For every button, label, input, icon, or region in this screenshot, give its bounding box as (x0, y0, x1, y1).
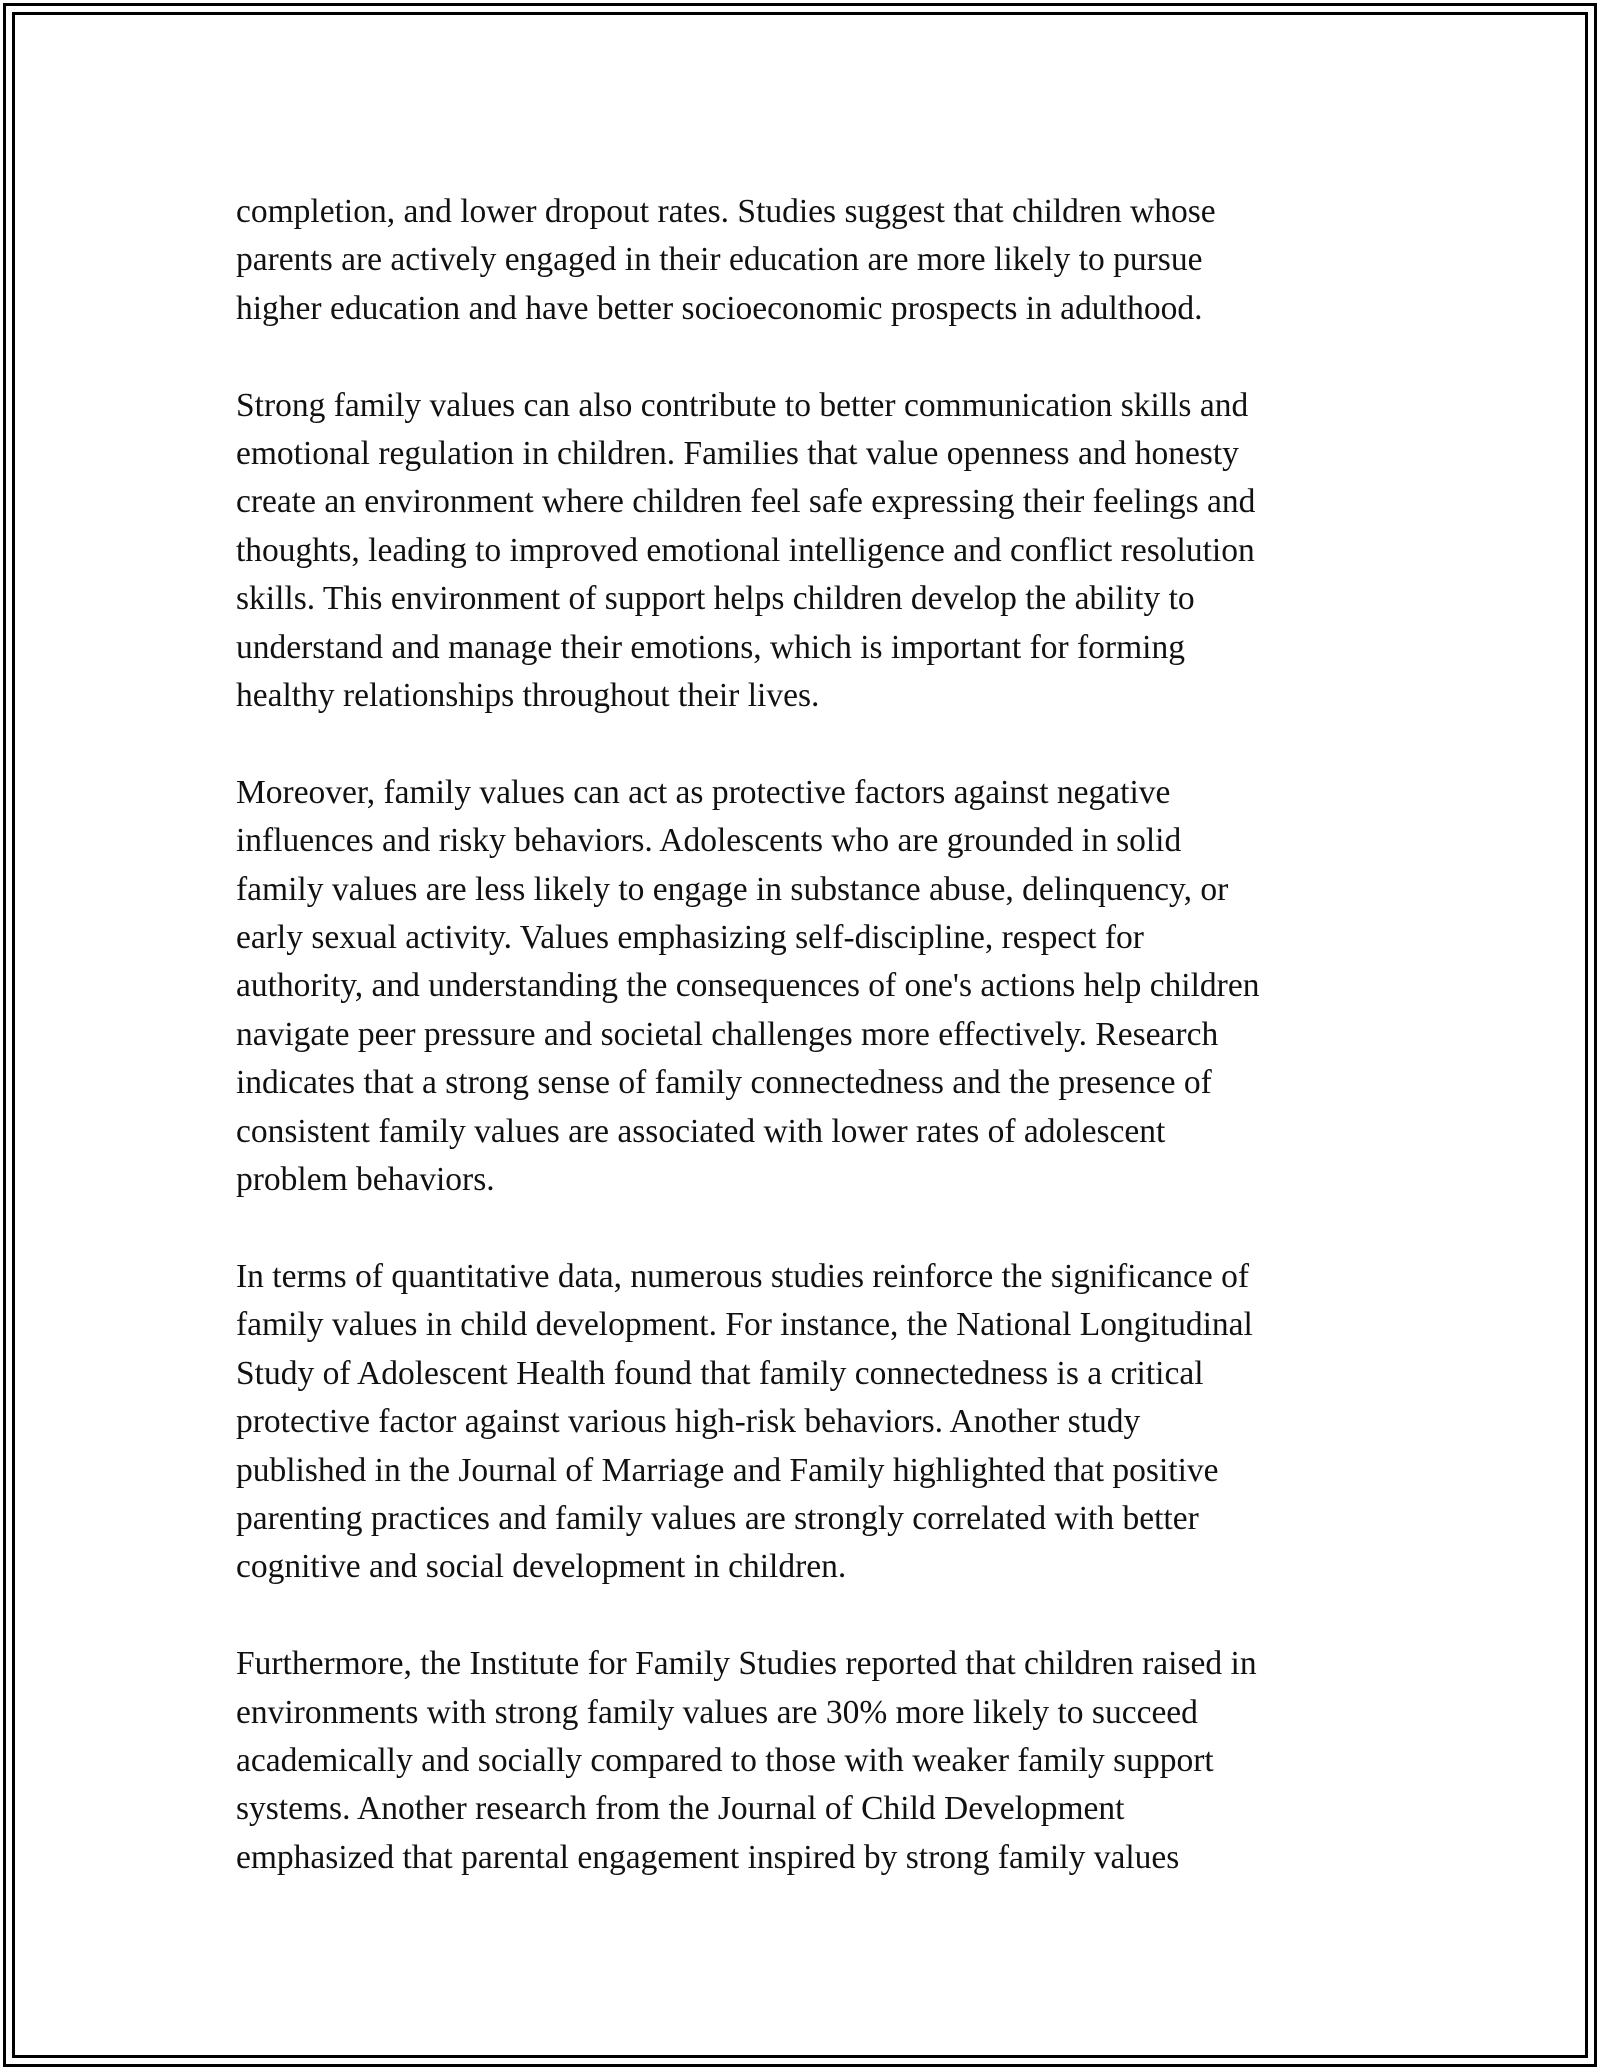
text-line: authority, and understanding the consequences of one's actions help children (236, 967, 1260, 1005)
text-line: family values in child development. For instance, the National Longitudinal (236, 1306, 1253, 1344)
text-line: emphasized that parental engagement inspired by strong family values (236, 1838, 1180, 1876)
text-line: In terms of quantitative data, numerous studies reinforce the significance of (236, 1257, 1250, 1295)
text-line: healthy relationships throughout their lives. (236, 677, 820, 715)
paragraph-1 (236, 188, 1386, 333)
text-line: emotional regulation in children. Families that value openness and honesty (236, 435, 1239, 473)
text-line: systems. Another research from the Journal of Child Development (236, 1790, 1125, 1828)
text-line: Moreover, family values can act as protective factors against negative (236, 773, 1171, 811)
text-line: thoughts, leading to improved emotional intelligence and conflict resolution (236, 531, 1255, 569)
paragraph-2 (236, 382, 1386, 721)
text-line: Strong family values can also contribute to better communication skills and (236, 386, 1249, 424)
text-line: navigate peer pressure and societal challenges more effectively. Research (236, 1015, 1219, 1053)
text-line: cognitive and social development in children. (236, 1548, 847, 1586)
text-line: influences and risky behaviors. Adolescents who are grounded in solid (236, 822, 1182, 860)
text-line: Furthermore, the Institute for Family Studies reported that children raised in (236, 1645, 1257, 1683)
text-line: indicates that a strong sense of family connectedness and the presence of (236, 1064, 1212, 1102)
text-line: higher education and have better socioeconomic prospects in adulthood. (236, 289, 1203, 327)
text-line: consistent family values are associated with lower rates of adolescent (236, 1112, 1166, 1150)
text-line: create an environment where children feel safe expressing their feelings and (236, 483, 1256, 521)
text-line: parents are actively engaged in their education are more likely to pursue (236, 241, 1203, 279)
text-line: skills. This environment of support helps children develop the ability to (236, 580, 1195, 618)
text-line: completion, and lower dropout rates. Studies suggest that children whose (236, 193, 1216, 230)
paragraph-5 (236, 1640, 1386, 1882)
text-line: parenting practices and family values are strongly correlated with better (236, 1499, 1199, 1537)
paragraph-4 (236, 1253, 1386, 1592)
text-line: early sexual activity. Values emphasizing self-discipline, respect for (236, 919, 1144, 957)
text-line: published in the Journal of Marriage and Family highlighted that positive (236, 1451, 1219, 1489)
text-line: family values are less likely to engage in substance abuse, delinquency, or (236, 870, 1229, 908)
paragraph-3 (236, 769, 1386, 1205)
text-line: academically and socially compared to those with weaker family support (236, 1741, 1214, 1779)
document-body (236, 188, 1386, 1931)
text-line: understand and manage their emotions, which is important for forming (236, 628, 1185, 666)
text-line: environments with strong family values are 30% more likely to succeed (236, 1693, 1198, 1731)
text-line: protective factor against various high-risk behaviors. Another study (236, 1403, 1141, 1441)
text-line: Study of Adolescent Health found that family connectedness is a critical (236, 1354, 1204, 1392)
text-line: problem behaviors. (236, 1161, 495, 1199)
